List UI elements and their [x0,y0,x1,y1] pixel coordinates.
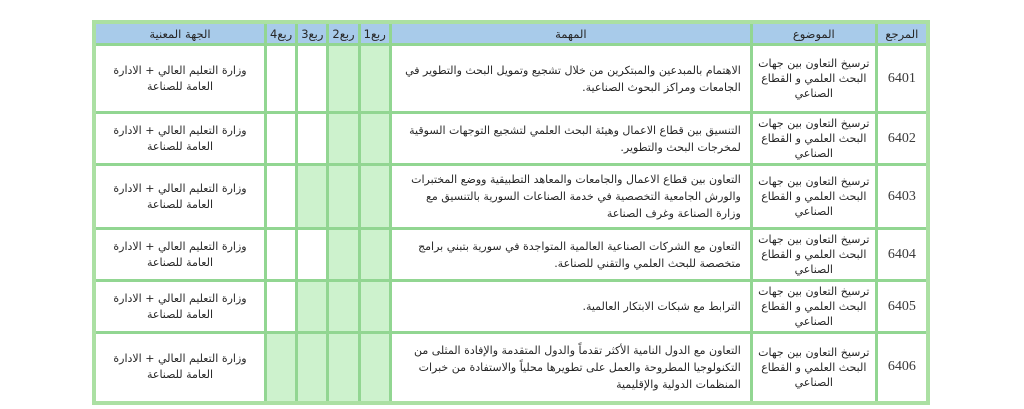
quarter-4-cell [266,229,297,281]
quarter-1-cell [359,45,390,113]
header-quarter-3: ربع3 [297,22,328,45]
table-row [94,165,928,229]
quarter-3-cell [297,229,328,281]
task-cell: التعاون مع الدول النامية الأكثر تقدماً والدول المتقدمة والإفادة المثلى من التكنولوجيا المطروحة والعمل على تطويرها محلياً والاستفادة من خبرات المنظمات الدولية والإقليمية [390,333,751,403]
quarter-3-cell [297,113,328,165]
quarter-1-cell [359,165,390,229]
reference-cell: 6402 [876,113,928,165]
reference-cell: 6401 [876,45,928,113]
quarter-2-cell [328,333,359,403]
header-quarter-2: ربع2 [328,22,359,45]
entity-cell: وزارة التعليم العالي + الادارة العامة للصناعة [94,229,266,281]
reference-cell: 6405 [876,281,928,333]
quarter-4-cell [266,165,297,229]
quarter-3-cell [297,45,328,113]
task-cell: الترابط مع شبكات الابتكار العالمية. [390,281,751,333]
table-row [94,45,928,113]
quarter-2-cell [328,229,359,281]
quarter-4-cell [266,333,297,403]
quarter-1-cell [359,113,390,165]
quarter-3-cell [297,333,328,403]
table-row [94,333,928,403]
subject-cell: ترسيخ التعاون بين جهات البحث العلمي و القطاع الصناعي [751,281,876,333]
header-entity: الجهة المعنية [94,22,266,45]
task-cell: التعاون مع الشركات الصناعية العالمية المتواجدة في سورية بتبني برامج متخصصة للبحث العلمي والتقني للصناعة. [390,229,751,281]
entity-cell: وزارة التعليم العالي + الادارة العامة للصناعة [94,333,266,403]
task-cell: الاهتمام بالمبدعين والمبتكرين من خلال تشجيع وتمويل البحث والتطوير في الجامعات ومراكز البحوث الصناعية. [390,45,751,113]
task-cell: التعاون بين قطاع الاعمال والجامعات والمعاهد التطبيقية ووضع المختبرات والورش الجامعية التخصصية في خدمة الصناعات السورية بالتنسيق مع وزارة الصناعة وغرف الصناعة [390,165,751,229]
entity-cell: وزارة التعليم العالي + الادارة العامة للصناعة [94,45,266,113]
quarter-1-cell [359,333,390,403]
entity-cell: وزارة التعليم العالي + الادارة العامة للصناعة [94,281,266,333]
header-subject: الموضوع [751,22,876,45]
header-task: المهمة [390,22,751,45]
table-row [94,281,928,333]
quarter-2-cell [328,165,359,229]
subject-cell: ترسيخ التعاون بين جهات البحث العلمي و القطاع الصناعي [751,45,876,113]
subject-cell: ترسيخ التعاون بين جهات البحث العلمي و القطاع الصناعي [751,165,876,229]
reference-cell: 6404 [876,229,928,281]
quarter-4-cell [266,45,297,113]
entity-cell: وزارة التعليم العالي + الادارة العامة للصناعة [94,165,266,229]
quarter-3-cell [297,281,328,333]
subject-cell: ترسيخ التعاون بين جهات البحث العلمي و القطاع الصناعي [751,113,876,165]
quarter-4-cell [266,113,297,165]
task-cell: التنسيق بين قطاع الاعمال وهيئة البحث العلمي لتشجيع التوجهات السوقية لمخرجات البحث والتطوير. [390,113,751,165]
entity-cell: وزارة التعليم العالي + الادارة العامة للصناعة [94,113,266,165]
reference-cell: 6403 [876,165,928,229]
quarter-2-cell [328,113,359,165]
subject-cell: ترسيخ التعاون بين جهات البحث العلمي و القطاع الصناعي [751,229,876,281]
quarter-2-cell [328,281,359,333]
table-row [94,113,928,165]
quarter-1-cell [359,229,390,281]
header-quarter-1: ربع1 [359,22,390,45]
research-cooperation-plan-table [92,20,930,405]
reference-cell: 6406 [876,333,928,403]
subject-cell: ترسيخ التعاون بين جهات البحث العلمي و القطاع الصناعي [751,333,876,403]
header-row [94,22,928,45]
quarter-3-cell [297,165,328,229]
header-quarter-4: ربع4 [266,22,297,45]
header-reference: المرجع [876,22,928,45]
quarter-1-cell [359,281,390,333]
table-row [94,229,928,281]
quarter-4-cell [266,281,297,333]
quarter-2-cell [328,45,359,113]
